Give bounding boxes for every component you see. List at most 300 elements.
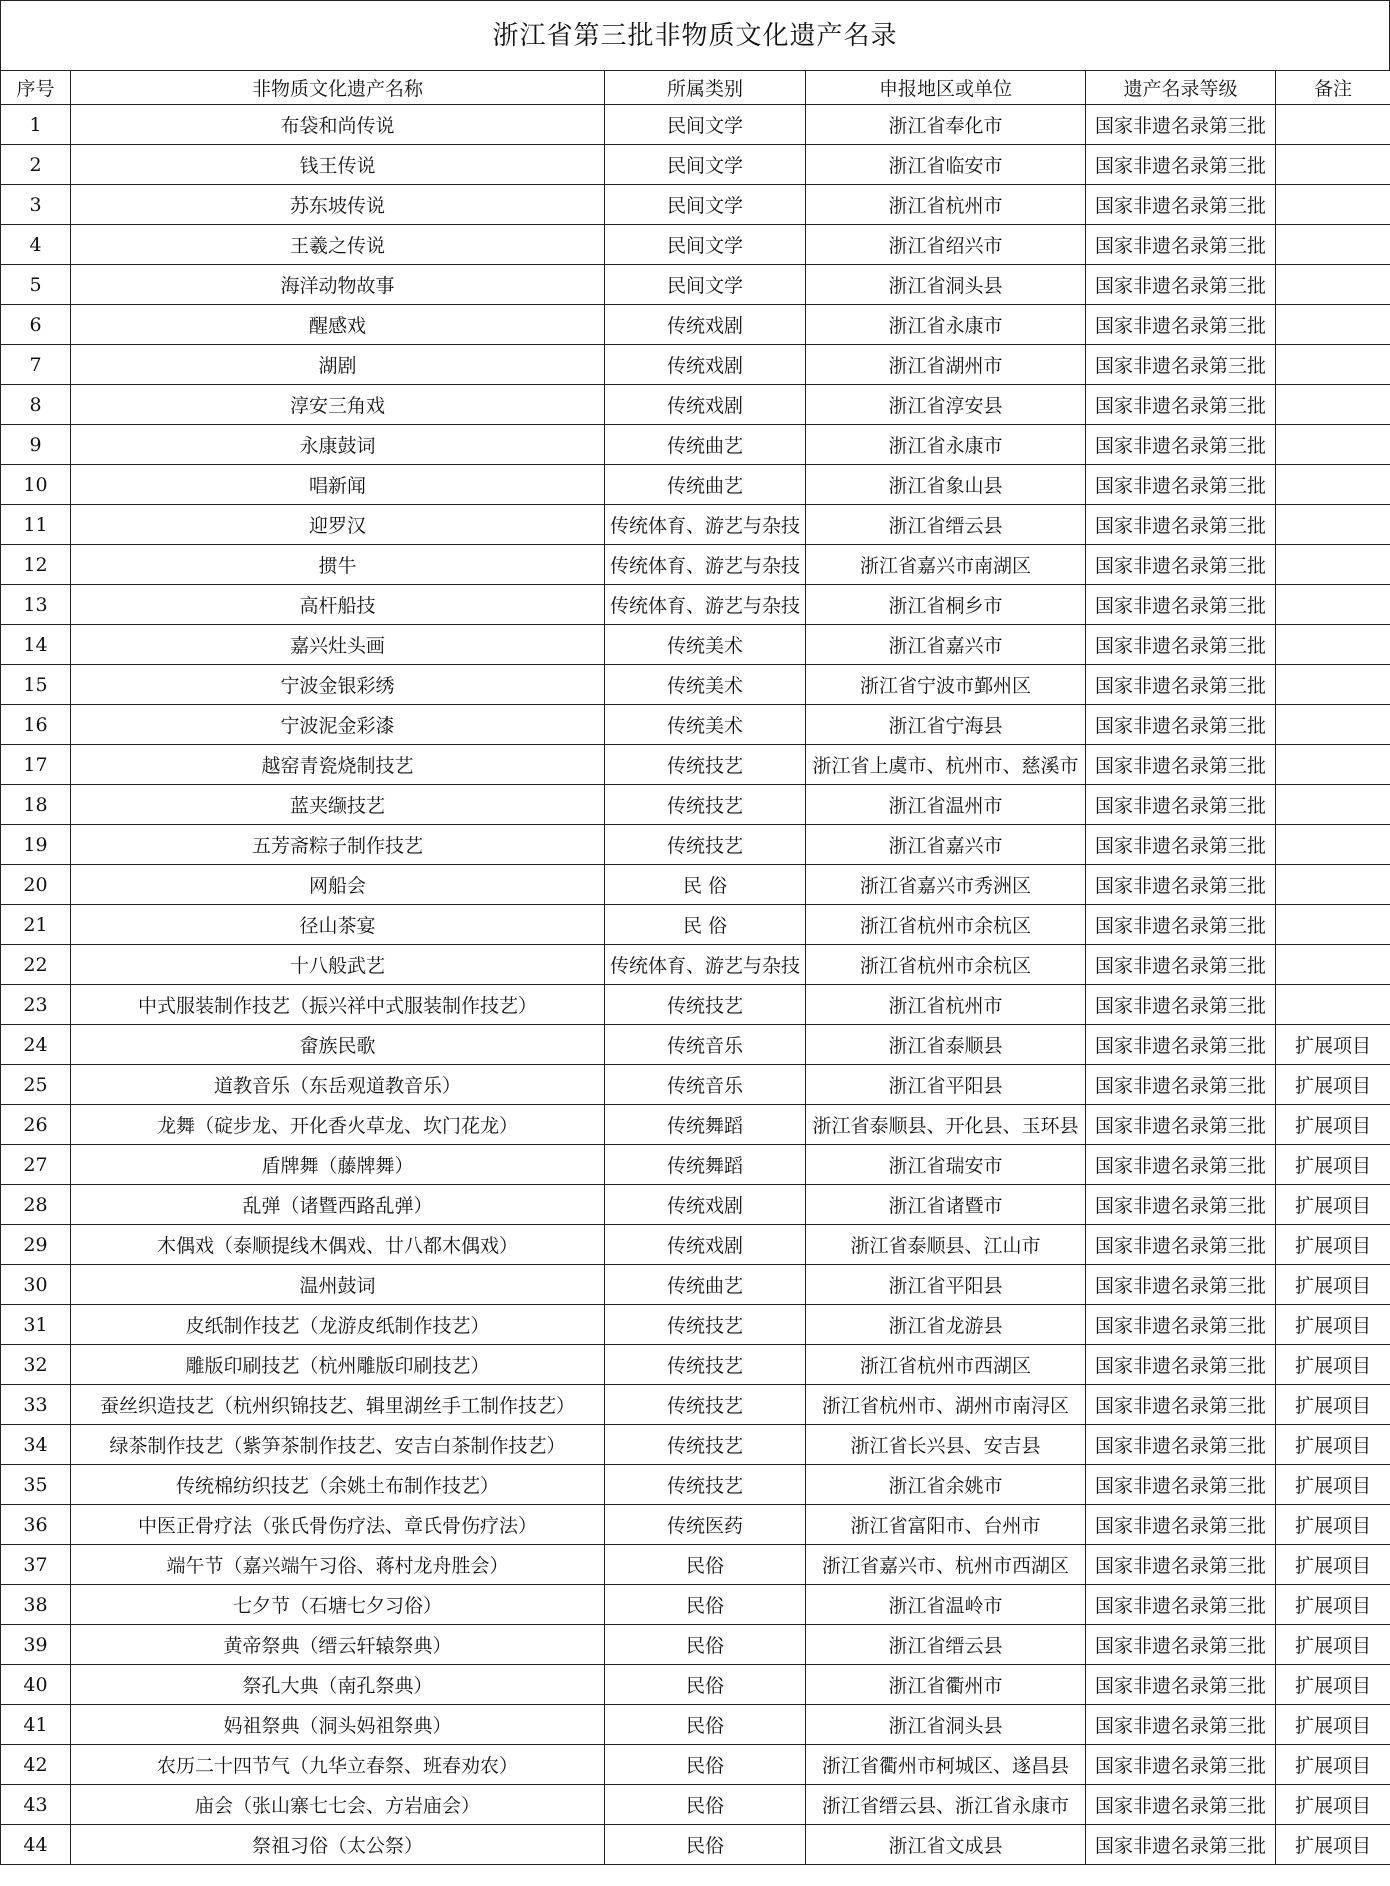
table-row — [1, 1665, 1390, 1705]
cell-name[interactable]: 农历二十四节气（九华立春祭、班春劝农） — [71, 1745, 605, 1785]
cell-name[interactable]: 永康鼓词 — [71, 425, 605, 465]
cell-name[interactable]: 中医正骨疗法（张氏骨伤疗法、章氏骨伤疗法） — [71, 1505, 605, 1545]
cell-index[interactable]: 27 — [1, 1145, 71, 1185]
cell-note[interactable] — [1276, 785, 1390, 825]
cell-index[interactable]: 2 — [1, 145, 71, 185]
cell-category[interactable]: 传统体育、游艺与杂技 — [605, 545, 806, 585]
cell-note[interactable]: 扩展项目 — [1276, 1105, 1390, 1145]
cell-index[interactable]: 25 — [1, 1065, 71, 1105]
cell-name[interactable]: 庙会（张山寨七七会、方岩庙会） — [71, 1785, 605, 1825]
cell-category[interactable]: 民俗 — [605, 1625, 806, 1665]
cell-level[interactable]: 国家非遗名录第三批 — [1086, 785, 1276, 825]
cell-category[interactable]: 传统技艺 — [605, 1385, 806, 1425]
cell-index[interactable]: 7 — [1, 345, 71, 385]
cell-level[interactable]: 国家非遗名录第三批 — [1086, 1105, 1276, 1145]
cell-note[interactable] — [1276, 225, 1390, 265]
cell-area[interactable]: 浙江省永康市 — [806, 425, 1086, 465]
cell-area[interactable]: 浙江省嘉兴市 — [806, 625, 1086, 665]
cell-note[interactable]: 扩展项目 — [1276, 1025, 1390, 1065]
cell-level[interactable]: 国家非遗名录第三批 — [1086, 865, 1276, 905]
cell-index[interactable]: 24 — [1, 1025, 71, 1065]
cell-area[interactable]: 浙江省杭州市、湖州市南浔区 — [806, 1385, 1086, 1425]
cell-index[interactable]: 44 — [1, 1825, 71, 1865]
cell-note[interactable] — [1276, 385, 1390, 425]
cell-note[interactable] — [1276, 665, 1390, 705]
cell-area[interactable]: 浙江省嘉兴市 — [806, 825, 1086, 865]
cell-name[interactable]: 王羲之传说 — [71, 225, 605, 265]
cell-name[interactable]: 五芳斋粽子制作技艺 — [71, 825, 605, 865]
cell-note[interactable]: 扩展项目 — [1276, 1465, 1390, 1505]
cell-note[interactable]: 扩展项目 — [1276, 1705, 1390, 1745]
cell-level[interactable]: 国家非遗名录第三批 — [1086, 1545, 1276, 1585]
cell-level[interactable]: 国家非遗名录第三批 — [1086, 1465, 1276, 1505]
cell-index[interactable]: 40 — [1, 1665, 71, 1705]
cell-name[interactable]: 淳安三角戏 — [71, 385, 605, 425]
table-row — [1, 145, 1390, 185]
cell-index[interactable]: 17 — [1, 745, 71, 785]
cell-index[interactable]: 43 — [1, 1785, 71, 1825]
cell-name[interactable]: 皮纸制作技艺（龙游皮纸制作技艺） — [71, 1305, 605, 1345]
cell-area[interactable]: 浙江省洞头县 — [806, 1705, 1086, 1745]
cell-level[interactable]: 国家非遗名录第三批 — [1086, 1185, 1276, 1225]
table-row — [1, 1105, 1390, 1145]
cell-category[interactable]: 民间文学 — [605, 145, 806, 185]
cell-level[interactable]: 国家非遗名录第三批 — [1086, 1385, 1276, 1425]
cell-category[interactable]: 民 俗 — [605, 865, 806, 905]
cell-note[interactable] — [1276, 705, 1390, 745]
cell-area[interactable]: 浙江省杭州市 — [806, 185, 1086, 225]
cell-area[interactable]: 浙江省杭州市余杭区 — [806, 945, 1086, 985]
cell-name[interactable]: 钱王传说 — [71, 145, 605, 185]
cell-name[interactable]: 蓝夹缬技艺 — [71, 785, 605, 825]
cell-level[interactable]: 国家非遗名录第三批 — [1086, 1425, 1276, 1465]
cell-index[interactable]: 36 — [1, 1505, 71, 1545]
cell-level[interactable]: 国家非遗名录第三批 — [1086, 1505, 1276, 1545]
cell-area[interactable]: 浙江省长兴县、安吉县 — [806, 1425, 1086, 1465]
cell-area[interactable]: 浙江省余姚市 — [806, 1465, 1086, 1505]
header-cell-note[interactable]: 备注 — [1276, 71, 1390, 105]
cell-category[interactable]: 传统戏剧 — [605, 305, 806, 345]
cell-note[interactable]: 扩展项目 — [1276, 1185, 1390, 1225]
cell-index[interactable]: 18 — [1, 785, 71, 825]
cell-name[interactable]: 径山茶宴 — [71, 905, 605, 945]
cell-index[interactable]: 3 — [1, 185, 71, 225]
cell-note[interactable] — [1276, 345, 1390, 385]
table-row — [1, 105, 1390, 145]
cell-category[interactable]: 传统医药 — [605, 1505, 806, 1545]
cell-name[interactable]: 越窑青瓷烧制技艺 — [71, 745, 605, 785]
table-row — [1, 1825, 1390, 1865]
cell-area[interactable]: 浙江省平阳县 — [806, 1265, 1086, 1305]
cell-category[interactable]: 民间文学 — [605, 185, 806, 225]
cell-note[interactable]: 扩展项目 — [1276, 1225, 1390, 1265]
cell-index[interactable]: 29 — [1, 1225, 71, 1265]
table-row — [1, 1585, 1390, 1625]
cell-area[interactable]: 浙江省奉化市 — [806, 105, 1086, 145]
header-cell-category[interactable]: 所属类别 — [605, 71, 806, 105]
cell-name[interactable]: 乱弹（诸暨西路乱弹） — [71, 1185, 605, 1225]
cell-note[interactable]: 扩展项目 — [1276, 1745, 1390, 1785]
cell-note[interactable]: 扩展项目 — [1276, 1385, 1390, 1425]
cell-name[interactable]: 传统棉纺织技艺（余姚土布制作技艺） — [71, 1465, 605, 1505]
cell-category[interactable]: 传统技艺 — [605, 1465, 806, 1505]
cell-level[interactable]: 国家非遗名录第三批 — [1086, 1825, 1276, 1865]
cell-area[interactable]: 浙江省临安市 — [806, 145, 1086, 185]
cell-category[interactable]: 传统美术 — [605, 625, 806, 665]
cell-name[interactable]: 祭孔大典（南孔祭典） — [71, 1665, 605, 1705]
cell-area[interactable]: 浙江省湖州市 — [806, 345, 1086, 385]
cell-name[interactable]: 妈祖祭典（洞头妈祖祭典） — [71, 1705, 605, 1745]
cell-category[interactable]: 传统曲艺 — [605, 1265, 806, 1305]
cell-index[interactable]: 8 — [1, 385, 71, 425]
cell-category[interactable]: 民间文学 — [605, 225, 806, 265]
cell-category[interactable]: 民 俗 — [605, 905, 806, 945]
table-row — [1, 1065, 1390, 1105]
cell-area[interactable]: 浙江省永康市 — [806, 305, 1086, 345]
cell-level[interactable]: 国家非遗名录第三批 — [1086, 905, 1276, 945]
cell-name[interactable]: 湖剧 — [71, 345, 605, 385]
cell-index[interactable]: 23 — [1, 985, 71, 1025]
cell-area[interactable]: 浙江省杭州市 — [806, 985, 1086, 1025]
cell-level[interactable]: 国家非遗名录第三批 — [1086, 1625, 1276, 1665]
header-cell-area[interactable]: 申报地区或单位 — [806, 71, 1086, 105]
cell-index[interactable]: 4 — [1, 225, 71, 265]
cell-area[interactable]: 浙江省杭州市余杭区 — [806, 905, 1086, 945]
cell-area[interactable]: 浙江省洞头县 — [806, 265, 1086, 305]
cell-level[interactable]: 国家非遗名录第三批 — [1086, 945, 1276, 985]
cell-level[interactable]: 国家非遗名录第三批 — [1086, 1065, 1276, 1105]
cell-note[interactable]: 扩展项目 — [1276, 1505, 1390, 1545]
table-row — [1, 585, 1390, 625]
cell-level[interactable]: 国家非遗名录第三批 — [1086, 1265, 1276, 1305]
cell-level[interactable]: 国家非遗名录第三批 — [1086, 185, 1276, 225]
cell-level[interactable]: 国家非遗名录第三批 — [1086, 465, 1276, 505]
cell-name[interactable]: 高杆船技 — [71, 585, 605, 625]
cell-note[interactable]: 扩展项目 — [1276, 1825, 1390, 1865]
cell-note[interactable]: 扩展项目 — [1276, 1425, 1390, 1465]
cell-area[interactable]: 浙江省嘉兴市秀洲区 — [806, 865, 1086, 905]
cell-category[interactable]: 传统技艺 — [605, 985, 806, 1025]
cell-level[interactable]: 国家非遗名录第三批 — [1086, 705, 1276, 745]
cell-category[interactable]: 传统戏剧 — [605, 1225, 806, 1265]
cell-area[interactable]: 浙江省缙云县 — [806, 505, 1086, 545]
cell-index[interactable]: 5 — [1, 265, 71, 305]
cell-note[interactable] — [1276, 865, 1390, 905]
cell-level[interactable]: 国家非遗名录第三批 — [1086, 1665, 1276, 1705]
table-row — [1, 345, 1390, 385]
cell-index[interactable]: 20 — [1, 865, 71, 905]
cell-name[interactable]: 盾牌舞（藤牌舞） — [71, 1145, 605, 1185]
cell-level[interactable]: 国家非遗名录第三批 — [1086, 1705, 1276, 1745]
cell-name[interactable]: 温州鼓词 — [71, 1265, 605, 1305]
cell-category[interactable]: 民间文学 — [605, 105, 806, 145]
table-row — [1, 1025, 1390, 1065]
cell-level[interactable]: 国家非遗名录第三批 — [1086, 105, 1276, 145]
cell-index[interactable]: 11 — [1, 505, 71, 545]
cell-name[interactable]: 网船会 — [71, 865, 605, 905]
cell-index[interactable]: 26 — [1, 1105, 71, 1145]
cell-category[interactable]: 传统戏剧 — [605, 1185, 806, 1225]
cell-note[interactable]: 扩展项目 — [1276, 1065, 1390, 1105]
cell-index[interactable]: 10 — [1, 465, 71, 505]
cell-note[interactable] — [1276, 545, 1390, 585]
cell-index[interactable]: 15 — [1, 665, 71, 705]
cell-index[interactable]: 42 — [1, 1745, 71, 1785]
cell-area[interactable]: 浙江省泰顺县 — [806, 1025, 1086, 1065]
cell-level[interactable]: 国家非遗名录第三批 — [1086, 825, 1276, 865]
cell-area[interactable]: 浙江省温岭市 — [806, 1585, 1086, 1625]
cell-level[interactable]: 国家非遗名录第三批 — [1086, 505, 1276, 545]
cell-note[interactable] — [1276, 985, 1390, 1025]
cell-area[interactable]: 浙江省富阳市、台州市 — [806, 1505, 1086, 1545]
cell-area[interactable]: 浙江省瑞安市 — [806, 1145, 1086, 1185]
cell-area[interactable]: 浙江省嘉兴市、杭州市西湖区 — [806, 1545, 1086, 1585]
table-row — [1, 945, 1390, 985]
cell-category[interactable]: 传统技艺 — [605, 745, 806, 785]
table-body — [1, 105, 1390, 1865]
cell-area[interactable]: 浙江省嘉兴市南湖区 — [806, 545, 1086, 585]
cell-area[interactable]: 浙江省象山县 — [806, 465, 1086, 505]
cell-level[interactable]: 国家非遗名录第三批 — [1086, 225, 1276, 265]
cell-note[interactable] — [1276, 465, 1390, 505]
header-row — [1, 71, 1390, 105]
table-row — [1, 1265, 1390, 1305]
cell-name[interactable]: 蚕丝织造技艺（杭州织锦技艺、辑里湖丝手工制作技艺） — [71, 1385, 605, 1425]
cell-category[interactable]: 民间文学 — [605, 265, 806, 305]
cell-name[interactable]: 苏东坡传说 — [71, 185, 605, 225]
cell-area[interactable]: 浙江省诸暨市 — [806, 1185, 1086, 1225]
cell-area[interactable]: 浙江省宁海县 — [806, 705, 1086, 745]
cell-area[interactable]: 浙江省淳安县 — [806, 385, 1086, 425]
table-row — [1, 905, 1390, 945]
cell-index[interactable]: 9 — [1, 425, 71, 465]
cell-category[interactable]: 传统曲艺 — [605, 425, 806, 465]
table-row — [1, 305, 1390, 345]
cell-note[interactable]: 扩展项目 — [1276, 1545, 1390, 1585]
cell-note[interactable] — [1276, 265, 1390, 305]
cell-name[interactable]: 道教音乐（东岳观道教音乐） — [71, 1065, 605, 1105]
cell-note[interactable] — [1276, 745, 1390, 785]
cell-index[interactable]: 32 — [1, 1345, 71, 1385]
cell-category[interactable]: 传统戏剧 — [605, 385, 806, 425]
header-cell-name[interactable]: 非物质文化遗产名称 — [71, 71, 605, 105]
cell-index[interactable]: 35 — [1, 1465, 71, 1505]
cell-index[interactable]: 31 — [1, 1305, 71, 1345]
cell-index[interactable]: 16 — [1, 705, 71, 745]
header-cell-index[interactable]: 序号 — [1, 71, 71, 105]
cell-category[interactable]: 民俗 — [605, 1545, 806, 1585]
cell-level[interactable]: 国家非遗名录第三批 — [1086, 1025, 1276, 1065]
cell-index[interactable]: 13 — [1, 585, 71, 625]
cell-category[interactable]: 民俗 — [605, 1825, 806, 1865]
cell-level[interactable]: 国家非遗名录第三批 — [1086, 585, 1276, 625]
table-row — [1, 1465, 1390, 1505]
cell-note[interactable]: 扩展项目 — [1276, 1665, 1390, 1705]
cell-category[interactable]: 民俗 — [605, 1745, 806, 1785]
cell-level[interactable]: 国家非遗名录第三批 — [1086, 1145, 1276, 1185]
cell-category[interactable]: 传统舞蹈 — [605, 1145, 806, 1185]
cell-name[interactable]: 中式服装制作技艺（振兴祥中式服装制作技艺） — [71, 985, 605, 1025]
cell-area[interactable]: 浙江省平阳县 — [806, 1065, 1086, 1105]
cell-index[interactable]: 33 — [1, 1385, 71, 1425]
cell-area[interactable]: 浙江省缙云县、浙江省永康市 — [806, 1785, 1086, 1825]
cell-name[interactable]: 祭祖习俗（太公祭） — [71, 1825, 605, 1865]
cell-note[interactable] — [1276, 305, 1390, 345]
cell-name[interactable]: 宁波金银彩绣 — [71, 665, 605, 705]
cell-index[interactable]: 19 — [1, 825, 71, 865]
table-row — [1, 1745, 1390, 1785]
cell-note[interactable]: 扩展项目 — [1276, 1265, 1390, 1305]
cell-category[interactable]: 传统技艺 — [605, 785, 806, 825]
cell-note[interactable]: 扩展项目 — [1276, 1785, 1390, 1825]
cell-note[interactable] — [1276, 425, 1390, 465]
cell-category[interactable]: 传统美术 — [605, 665, 806, 705]
cell-area[interactable]: 浙江省宁波市鄞州区 — [806, 665, 1086, 705]
cell-level[interactable]: 国家非遗名录第三批 — [1086, 1305, 1276, 1345]
cell-note[interactable] — [1276, 105, 1390, 145]
cell-index[interactable]: 1 — [1, 105, 71, 145]
cell-area[interactable]: 浙江省衢州市柯城区、遂昌县 — [806, 1745, 1086, 1785]
cell-index[interactable]: 21 — [1, 905, 71, 945]
cell-index[interactable]: 6 — [1, 305, 71, 345]
cell-index[interactable]: 41 — [1, 1705, 71, 1745]
cell-category[interactable]: 传统技艺 — [605, 825, 806, 865]
cell-category[interactable]: 民俗 — [605, 1585, 806, 1625]
cell-name[interactable]: 木偶戏（泰顺提线木偶戏、廿八都木偶戏） — [71, 1225, 605, 1265]
cell-category[interactable]: 传统体育、游艺与杂技 — [605, 505, 806, 545]
table-row — [1, 785, 1390, 825]
cell-index[interactable]: 12 — [1, 545, 71, 585]
table-row — [1, 665, 1390, 705]
cell-area[interactable]: 浙江省泰顺县、开化县、玉环县 — [806, 1105, 1086, 1145]
cell-note[interactable]: 扩展项目 — [1276, 1585, 1390, 1625]
cell-category[interactable]: 传统舞蹈 — [605, 1105, 806, 1145]
cell-level[interactable]: 国家非遗名录第三批 — [1086, 305, 1276, 345]
cell-level[interactable]: 国家非遗名录第三批 — [1086, 425, 1276, 465]
cell-name[interactable]: 嘉兴灶头画 — [71, 625, 605, 665]
table-row — [1, 1185, 1390, 1225]
cell-name[interactable]: 龙舞（碇步龙、开化香火草龙、坎门花龙） — [71, 1105, 605, 1145]
cell-category[interactable]: 传统技艺 — [605, 1305, 806, 1345]
cell-index[interactable]: 28 — [1, 1185, 71, 1225]
cell-index[interactable]: 34 — [1, 1425, 71, 1465]
cell-name[interactable]: 布袋和尚传说 — [71, 105, 605, 145]
cell-category[interactable]: 传统音乐 — [605, 1025, 806, 1065]
table-row — [1, 625, 1390, 665]
table-row — [1, 1305, 1390, 1345]
cell-note[interactable] — [1276, 945, 1390, 985]
cell-category[interactable]: 传统戏剧 — [605, 345, 806, 385]
cell-name[interactable]: 宁波泥金彩漆 — [71, 705, 605, 745]
table-row — [1, 385, 1390, 425]
cell-name[interactable]: 黄帝祭典（缙云轩辕祭典） — [71, 1625, 605, 1665]
cell-area[interactable]: 浙江省杭州市西湖区 — [806, 1345, 1086, 1385]
cell-level[interactable]: 国家非遗名录第三批 — [1086, 1225, 1276, 1265]
cell-level[interactable]: 国家非遗名录第三批 — [1086, 345, 1276, 385]
cell-note[interactable] — [1276, 625, 1390, 665]
table-row — [1, 465, 1390, 505]
cell-name[interactable]: 醒感戏 — [71, 305, 605, 345]
cell-index[interactable]: 37 — [1, 1545, 71, 1585]
cell-category[interactable]: 传统技艺 — [605, 1425, 806, 1465]
cell-index[interactable]: 30 — [1, 1265, 71, 1305]
cell-category[interactable]: 传统曲艺 — [605, 465, 806, 505]
cell-area[interactable]: 浙江省缙云县 — [806, 1625, 1086, 1665]
cell-index[interactable]: 38 — [1, 1585, 71, 1625]
cell-name[interactable]: 海洋动物故事 — [71, 265, 605, 305]
cell-note[interactable]: 扩展项目 — [1276, 1305, 1390, 1345]
cell-area[interactable]: 浙江省泰顺县、江山市 — [806, 1225, 1086, 1265]
cell-level[interactable]: 国家非遗名录第三批 — [1086, 385, 1276, 425]
cell-area[interactable]: 浙江省文成县 — [806, 1825, 1086, 1865]
cell-area[interactable]: 浙江省绍兴市 — [806, 225, 1086, 265]
cell-name[interactable]: 唱新闻 — [71, 465, 605, 505]
cell-area[interactable]: 浙江省温州市 — [806, 785, 1086, 825]
cell-level[interactable]: 国家非遗名录第三批 — [1086, 145, 1276, 185]
cell-level[interactable]: 国家非遗名录第三批 — [1086, 745, 1276, 785]
header-cell-level[interactable]: 遗产名录等级 — [1086, 71, 1276, 105]
cell-level[interactable]: 国家非遗名录第三批 — [1086, 265, 1276, 305]
cell-category[interactable]: 传统技艺 — [605, 1345, 806, 1385]
cell-category[interactable]: 传统体育、游艺与杂技 — [605, 945, 806, 985]
cell-level[interactable]: 国家非遗名录第三批 — [1086, 665, 1276, 705]
cell-note[interactable] — [1276, 505, 1390, 545]
cell-area[interactable]: 浙江省桐乡市 — [806, 585, 1086, 625]
cell-note[interactable]: 扩展项目 — [1276, 1625, 1390, 1665]
cell-name[interactable]: 七夕节（石塘七夕习俗） — [71, 1585, 605, 1625]
cell-name[interactable]: 掼牛 — [71, 545, 605, 585]
table-row — [1, 1145, 1390, 1185]
cell-area[interactable]: 浙江省龙游县 — [806, 1305, 1086, 1345]
cell-index[interactable]: 22 — [1, 945, 71, 985]
cell-category[interactable]: 民俗 — [605, 1705, 806, 1745]
table-row — [1, 745, 1390, 785]
cell-level[interactable]: 国家非遗名录第三批 — [1086, 625, 1276, 665]
cell-name[interactable]: 十八般武艺 — [71, 945, 605, 985]
cell-area[interactable]: 浙江省衢州市 — [806, 1665, 1086, 1705]
cell-index[interactable]: 14 — [1, 625, 71, 665]
cell-category[interactable]: 民俗 — [605, 1665, 806, 1705]
cell-name[interactable]: 端午节（嘉兴端午习俗、蒋村龙舟胜会） — [71, 1545, 605, 1585]
cell-category[interactable]: 传统美术 — [605, 705, 806, 745]
cell-area[interactable]: 浙江省上虞市、杭州市、慈溪市 — [806, 745, 1086, 785]
cell-note[interactable] — [1276, 825, 1390, 865]
cell-category[interactable]: 传统体育、游艺与杂技 — [605, 585, 806, 625]
cell-level[interactable]: 国家非遗名录第三批 — [1086, 545, 1276, 585]
cell-note[interactable] — [1276, 185, 1390, 225]
cell-level[interactable]: 国家非遗名录第三批 — [1086, 1785, 1276, 1825]
cell-note[interactable] — [1276, 905, 1390, 945]
cell-note[interactable] — [1276, 585, 1390, 625]
cell-name[interactable]: 雕版印刷技艺（杭州雕版印刷技艺） — [71, 1345, 605, 1385]
table-row — [1, 1225, 1390, 1265]
cell-note[interactable] — [1276, 145, 1390, 185]
cell-name[interactable]: 畲族民歌 — [71, 1025, 605, 1065]
table-row — [1, 985, 1390, 1025]
cell-category[interactable]: 传统音乐 — [605, 1065, 806, 1105]
cell-note[interactable]: 扩展项目 — [1276, 1145, 1390, 1185]
cell-name[interactable]: 绿茶制作技艺（紫笋茶制作技艺、安吉白茶制作技艺） — [71, 1425, 605, 1465]
cell-category[interactable]: 民俗 — [605, 1785, 806, 1825]
cell-level[interactable]: 国家非遗名录第三批 — [1086, 985, 1276, 1025]
cell-name[interactable]: 迎罗汉 — [71, 505, 605, 545]
cell-level[interactable]: 国家非遗名录第三批 — [1086, 1745, 1276, 1785]
cell-index[interactable]: 39 — [1, 1625, 71, 1665]
table-row — [1, 705, 1390, 745]
cell-level[interactable]: 国家非遗名录第三批 — [1086, 1345, 1276, 1385]
cell-level[interactable]: 国家非遗名录第三批 — [1086, 1585, 1276, 1625]
cell-note[interactable]: 扩展项目 — [1276, 1345, 1390, 1385]
